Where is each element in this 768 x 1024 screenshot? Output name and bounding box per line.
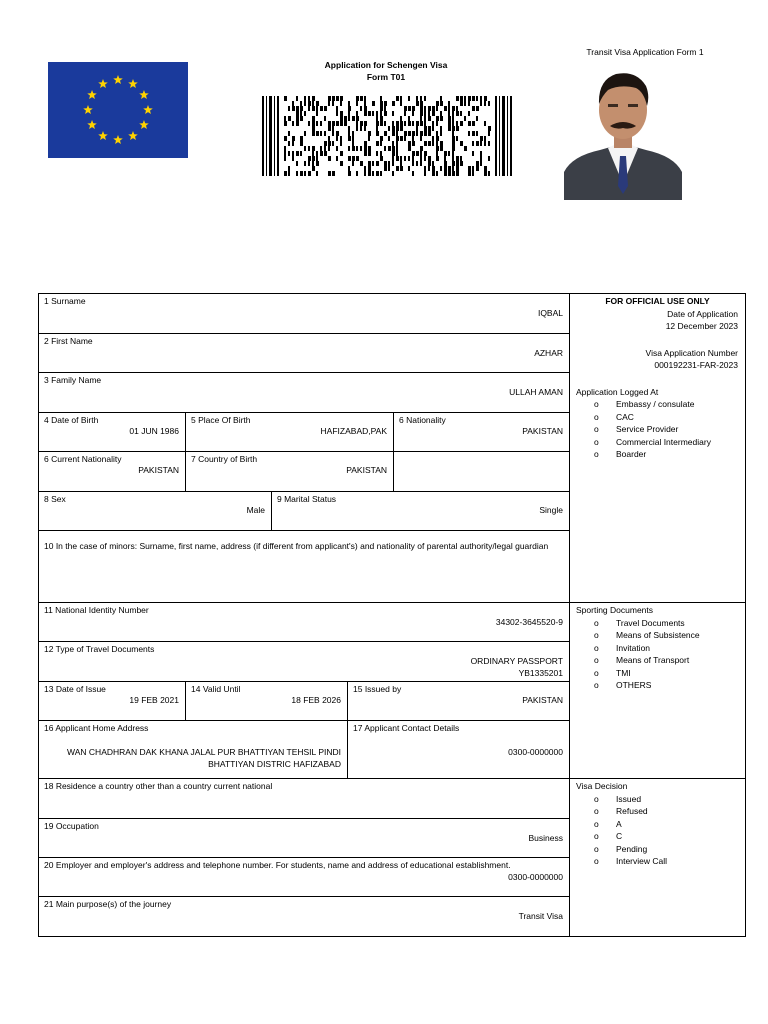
field-value: 18 FEB 2026 (291, 695, 341, 705)
list-item: o Embassy / consulate (594, 398, 745, 411)
application-number-label: Visa Application Number (645, 347, 738, 358)
field-value: PAKISTAN (138, 465, 179, 475)
field-marital-status (271, 491, 569, 530)
form-code: Form T01 (366, 72, 406, 82)
visa-decision-panel (569, 778, 745, 936)
field-label: 19 Occupation (44, 821, 99, 831)
field-label: 14 Valid Until (191, 684, 241, 694)
field-surname (39, 294, 569, 333)
field-travel-document-type (39, 641, 569, 681)
field-value: ULLAH AMAN (509, 387, 563, 397)
field-country-of-birth (185, 451, 393, 491)
list-item: o C (594, 830, 745, 843)
application-date-label: Date of Application (667, 308, 738, 319)
field-value: PAKISTAN (522, 426, 563, 436)
visa-decision-title: Visa Decision (576, 781, 628, 791)
supporting-documents-title: Sporting Documents (576, 605, 654, 615)
list-item: o Commercial Intermediary (594, 436, 745, 449)
field-valid-until (185, 681, 347, 720)
field-label: 3 Family Name (44, 375, 102, 385)
application-form-table (38, 293, 746, 937)
application-number-value: 000192231-FAR-2023 (654, 360, 738, 370)
field-value: 0300-0000000 (508, 747, 563, 757)
field-date-of-issue (39, 681, 185, 720)
field-value: WAN CHADHRAN DAK KHANA JALAL PUR BHATTIYAN TEHSIL PINDI (67, 747, 341, 757)
list-item: o Service Provider (594, 423, 745, 436)
list-item: o Means of Transport (594, 654, 745, 667)
field-value: PAKISTAN (522, 695, 563, 705)
list-item: o Means of Subsistence (594, 629, 745, 642)
field-value: PAKISTAN (346, 465, 387, 475)
field-sex (39, 491, 271, 530)
field-value: IQBAL (537, 308, 563, 318)
field-value: YB1335201 (518, 668, 563, 678)
field-value: Business (528, 833, 563, 843)
field-value: Male (246, 505, 265, 515)
field-value: 01 JUN 1986 (129, 426, 179, 436)
field-date-of-birth (39, 412, 185, 451)
list-item: o Refused (594, 805, 745, 818)
field-label: 16 Applicant Home Address (44, 723, 149, 733)
field-contact-details (347, 720, 569, 778)
applicant-photo (564, 60, 682, 200)
field-value: Transit Visa (518, 911, 563, 921)
field-label: 9 Marital Status (277, 494, 337, 504)
field-value: 19 FEB 2021 (129, 695, 179, 705)
barcode-image (262, 96, 512, 176)
official-use-panel (569, 294, 745, 602)
field-label: 5 Place Of Birth (191, 415, 251, 425)
logged-at-list (570, 398, 745, 461)
list-item: o Invitation (594, 642, 745, 655)
official-use-title: FOR OFFICIAL USE ONLY (605, 296, 710, 306)
field-residence (39, 778, 569, 818)
field-value: 0300-0000000 (508, 872, 563, 882)
field-label: 11 National Identity Number (44, 605, 149, 615)
list-item: o TMI (594, 667, 745, 680)
field-label: 7 Country of Birth (191, 454, 258, 464)
list-item: o Boarder (594, 448, 745, 461)
eu-flag-icon (48, 62, 188, 158)
visa-decision-list (570, 793, 745, 868)
field-value: 34302-3645520-9 (495, 617, 563, 627)
supporting-documents-panel (569, 602, 745, 778)
field-current-nationality (39, 451, 185, 491)
field-value: AZHAR (534, 348, 563, 358)
list-item: o Interview Call (594, 855, 745, 868)
field-issued-by (347, 681, 569, 720)
field-journey-purpose (39, 896, 569, 936)
field-occupation (39, 818, 569, 857)
list-item: o CAC (594, 411, 745, 424)
field-value: BHATTIYAN DISTRIC HAFIZABAD (208, 759, 341, 769)
logged-at-title: Application Logged At (576, 386, 659, 397)
field-label: 20 Employer and employer's address and telephone number. For students, name and address of educational establishment. (44, 860, 511, 870)
field-place-of-birth (185, 412, 393, 451)
list-item: o OTHERS (594, 679, 745, 692)
field-label: 12 Type of Travel Documents (44, 644, 155, 654)
list-item: o Issued (594, 793, 745, 806)
field-value: HAFIZABAD,PAK (320, 426, 387, 436)
field-empty (393, 451, 569, 491)
field-national-id (39, 602, 569, 641)
field-label: 13 Date of Issue (44, 684, 106, 694)
field-label: 6 Nationality (399, 415, 446, 425)
field-label: 18 Residence a country other than a country current national (44, 781, 273, 791)
list-item: o A (594, 818, 745, 831)
field-label: 2 First Name (44, 336, 93, 346)
field-label: 8 Sex (44, 494, 66, 504)
field-family-name (39, 372, 569, 412)
field-label: 21 Main purpose(s) of the journey (44, 899, 172, 909)
field-label: 10 In the case of minors: Surname, first name, address (if different from applicant's) and nationality of parental authority/legal guardian (44, 541, 549, 551)
field-employer (39, 857, 569, 896)
field-label: 17 Applicant Contact Details (353, 723, 460, 733)
field-value: ORDINARY PASSPORT (470, 656, 563, 666)
field-label: 6 Current Nationality (44, 454, 122, 464)
field-label: 15 Issued by (353, 684, 402, 694)
field-minors-guardian (39, 530, 569, 602)
application-date-value: 12 December 2023 (665, 321, 738, 331)
list-item: o Pending (594, 843, 745, 856)
field-first-name (39, 333, 569, 372)
form-reference: Transit Visa Application Form 1 (586, 47, 704, 57)
form-title: Application for Schengen Visa (324, 60, 448, 70)
field-value: Single (539, 505, 563, 515)
field-nationality (393, 412, 569, 451)
field-label: 1 Surname (44, 296, 86, 306)
supporting-documents-list (570, 617, 745, 692)
field-home-address (39, 720, 347, 778)
list-item: o Travel Documents (594, 617, 745, 630)
field-label: 4 Date of Birth (44, 415, 99, 425)
